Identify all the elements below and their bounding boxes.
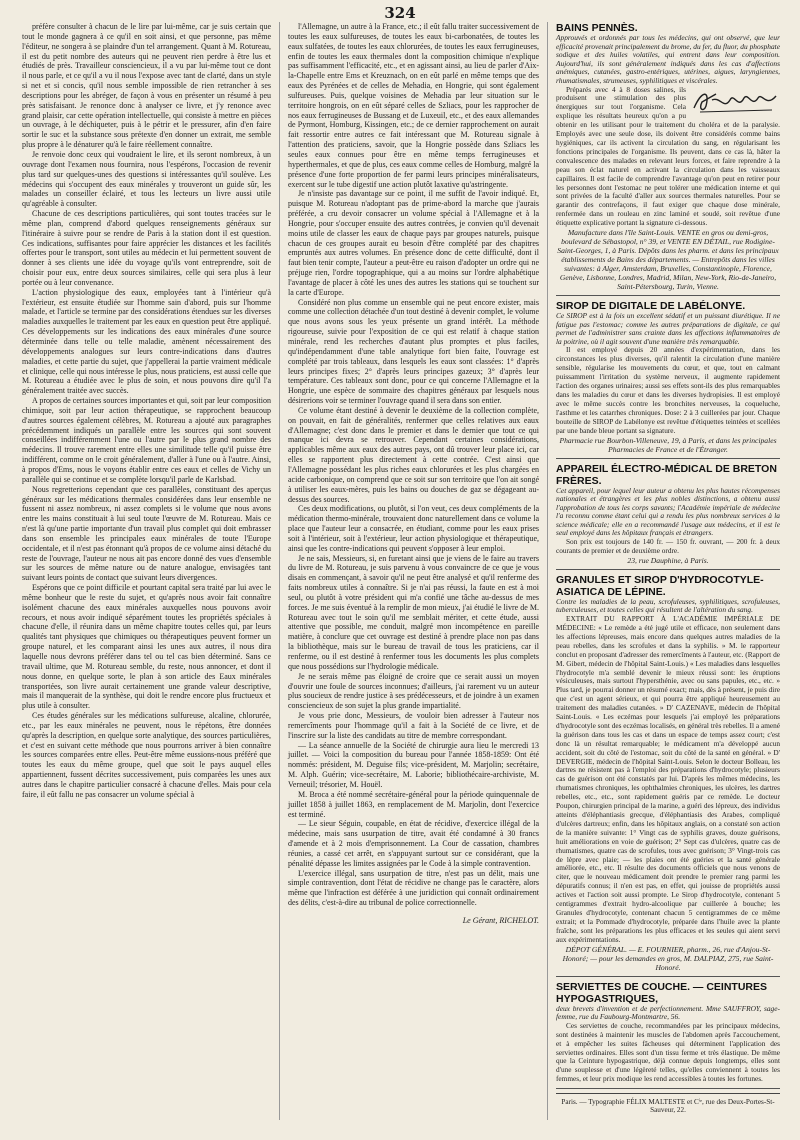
- ad-subtitle: Approuvés et ordonnés par tous les médecins, qui ont observé, que leur efficacité provenait principalement du brome, du fer, du fluor, du phosphate sodique et des huiles volatiles, qui entrent dans leur composition. Aujourd'hui, ils sont généralement indiqués dans les cas d'affections anémiques, cutanées, gastro-entériques, utérines, aigues, laryngiennes, rhumatismales, strumeuses, syphilitiques et viscérales.: [556, 33, 780, 85]
- columns: [22, 22, 782, 1120]
- column-1: [22, 22, 280, 1120]
- printer-imprint: Paris. — Typographie FÉLIX MALTESTE et Cⁱᵉ, rue des Deux-Portes-St-Sauveur, 22.: [556, 1093, 780, 1114]
- column-3-ads: [548, 22, 780, 1120]
- paragraph: l'Allemagne, un autre à la France, etc.; il eût fallu traiter successivement de toutes les eaux sulfureuses, de toutes les eaux bi-carbonatées, de toutes les eaux sulfatées, de toutes les eaux chlorurées, de toutes les eaux ferrugineuses, enfin de toutes les eaux thermales dont la composition chimique n'explique pas suffisamment l'efficacité, etc., et en agissant ainsi, au lieu de parler d'Aix-la-Chapelle entre Ems et Kreuznach, on en eût parlé en même temps que des eaux des Pyrénées et de celles de Mehadia, en Hongrie, qui sont également sulfureuses. Puis, quelque voisines de Mehadia par leur situation sur le territoire hongrois, on en eût séparé celles de Szliacs, pour les rapprocher de nos eaux ferrugineuses de Bussang et de Luxeuil, etc., et des eaux allemandes de Pyrmont, Homburg, Kissingen, etc.; de ce dernier rapprochement on aurait fait ressortir entre autres ce fait intéressant que M. Rotureau signale à l'attention des praticiens, savoir, que la Hongrie possède dans Szliacs les seules eaux connues pour être en même temps ferrugineuses et hyperthermales, et que de plus, ces eaux comme celles de Homburg, malgré la présence d'une forte proportion de fer parmi leurs principes minéralisateurs, exercent sur le tube digestif une action plutôt laxative qu'astringente.: [288, 22, 539, 189]
- ad-title: BAINS PENNÈS.: [556, 22, 638, 34]
- ad-title: APPAREIL ÉLECTRO-MÉDICAL DE BRETON FRÈRES.: [556, 462, 777, 487]
- paragraph: Ces deux modifications, ou plutôt, si l'on veut, ces deux compléments de la médication thermo-minérale, trouvaient donc naturellement dans ce volume la place que l'auteur leur a consacrée, en étudiant, comme pour les eaux prises soit à l'intérieur, soit à l'extérieur, leur action physiologique et thérapeutique, ainsi que les contre-indications qui peuvent s'opposer à leur emploi.: [288, 504, 539, 553]
- ad-body: EXTRAIT DU RAPPORT À L'ACADÉMIE IMPÉRIALE DE MÉDECINE: « Le remède a été jugé utile et efficace, non seulement dans les affections lépreuses, mais encore dans quelques autres maladies de la peau rebelles, dans les scrofules et dans la syphilis. » M. le rapporteur conclut en proposant d'adresser des remercîments à l'auteur, etc. (Rapport de M. Gibert, médecin de l'hôpital Saint-Louis.) « Les maladies dans lesquelles l'hydrocotyle m'a semblé devenir le mieux réussi sont: les éruptions vésiculeuses, mais surtout l'hypersthénie, avec ou sans papules, etc., etc. » Plus tard, je pourrai donner un résumé exact; mais, dès à présent, je puis dire que c'est un agent sérieux, et qui pourra être appliqué heureusement au traitement des maladies cutanées. » D' CAZENAVE, médecin de l'hôpital Saint-Louis. « Les eczémas pour lesquels j'ai employé les préparations d'hydrocotyle sont des eczémas localisés, en général très rebelles. Il a amené la guérison dans tous les cas et dans un espace de temps assez court; c'est donc là un résultat remarquable; le médicament m'a développé aucun accident, soit du côté de l'estomac, soit du côté de la santé en général. » D' DEVERGIE, médecin de l'hôpital Saint-Louis. Selon le docteur Bolleau, les dartres ne résistent pas à l'emploi des préparations d'hydrocotyle; plusieurs cas de guérison ont été constatés par lui. D'après les mêmes médecins, les rhumatismes chroniques, les ophthalmies chroniques, les ulcères, les dartres rebelles, etc., etc., sont rapidement guéris par ce remède. Le docteur Poupon, chirurgien principal de la marine, a guéri des lépreux, des individus atteints d'éléphantiasis grecque, d'éléphantiasis des Arabes, compliqué d'ulcères dartreux; enfin, dans les hôpitaux anglais, on a constaté son action de la manière suivante: 1° Vingt cas de syphilis graves, douze guérisons, huit améliorations en voie de guérison; 2° Sept cas d'ulcères, quatre cas de rhumatismes, quatre cas de scrofules, tous avec guérison; 3° Vingt-trois cas de lèpre avec plaie; — les plaies ont été guéries et la santé générale améliorée, etc., etc. Il résulte des documents officiels que nous venons de citer, que le nouveau médicament doit prendre le premier rang parmi les dépuratifs connus; il n'en est pas, en effet, qui jouisse de propriétés aussi actives et l'action soit aussi prompte. Le Sirop d'hydrocotyle, contenant 5 centigrammes d'extrait hydro-alcoolique par cuillerée à bouche; les Granules d'hydrocotyle, contenant chacun 5 centigrammes de ce même extrait; et la Pommade d'hydrocotyle, préparée dans l'huile avec la plante fraîche, sont les préparations les plus efficaces et les seules qui aient servi aux expérimentations.: [556, 614, 780, 944]
- ad-sirop-digitale: [556, 300, 780, 458]
- ad-subtitle: deux brevets d'invention et de perfectionnement. Mme SAUFFROY, sage-femme, rue du Faubourg-Montmartre, 56.: [556, 1003, 780, 1022]
- page-number: 324: [384, 4, 416, 22]
- paragraph: Ce volume étant destiné à devenir le deuxième de la collection complète, on pouvait, en fait de généralités, renfermer que celles relatives aux eaux d'Allemagne; c'est donc dans le premier et dans le dernier que tout ce qui manque ici devra se retrouver. Cependant certaines considérations, applicables même aux eaux des autres pays, ont dû trouver leur place ici, car elles se rapportent plus directement à cette contrée. C'est ainsi que l'Allemagne possédant les plus riches eaux chlorurées et les plus chargées en acide carbonique, on comprend que ce soit sur son territoire que l'on ait songé à utiliser les eaux-mères, puis les bains ou douches de gaz se dégageant au-dessus des sources.: [288, 405, 539, 504]
- paragraph: Ces études générales sur les médications sulfureuse, alcaline, chlorurée, etc., par les eaux minérales ne peuvent, nous le répétons, être données qu'après la description, en quelque sorte analytique, des sources particulières, et c'est en suivant cette méthode que nous pourrons arriver à bien connaître les sources comparées entre elles. Peut-être même eussions-nous préféré que toutes les eaux du même groupe, quel que soit le pays auquel elles appartiennent, fussent décrites successivement, puis comparées les unes aux autres dans le chapitre particulier consacré à chacune d'elles. Mais pour cela faire, il eût fallu ne pas consacrer un volume spécial à: [22, 711, 271, 799]
- ad-serviettes-couche: [556, 981, 780, 1090]
- paragraph: Je ne serais même pas éloigné de croire que ce serait aussi un moyen d'ouvrir une foule de sources inconnues; d'ailleurs, j'ai rarement vu un auteur plus soucieux de rendre justice à ses prédécesseurs, et de joindre à un examen consciencieux de son sujet la plus grande impartialité.: [288, 671, 539, 711]
- paragraph: M. Broca a été nommé secrétaire-général pour la période quinquennale de juillet 1858 à juillet 1863, en remplacement de M. Marjolin, dont l'exercice est terminé.: [288, 789, 539, 819]
- ad-title: SIROP DE DIGITALE DE LABÉLONYE.: [556, 300, 746, 313]
- ad-address: DÉPOT GÉNÉRAL. — E. FOURNIER, pharm., 26, rue d'Anjou-St-Honoré; — pour les demandes en gros, M. DALPIAZ, 275, rue Saint-Honoré.: [562, 944, 774, 972]
- paragraph: Je vous prie donc, Messieurs, de vouloir bien adresser à l'auteur nos remercîments pour l'hommage qu'il a fait à la Société de ce livre, et de l'inscrire sur la liste des candidats au titre de membre correspondant.: [288, 711, 539, 740]
- ad-title: GRANULES ET SIROP D'HYDROCOTYLE-ASIATICA DE LÉPINE.: [556, 573, 764, 598]
- ad-address: Pharmacie rue Bourbon-Villeneuve, 19, à Paris, et dans les principales Pharmacies de France et de l'Étranger.: [559, 435, 777, 454]
- handwritten-signature-icon: [690, 86, 780, 116]
- ad-granules-hydrocotyle: [556, 574, 780, 977]
- ad-address: 23, rue Dauphine, à Paris.: [627, 555, 709, 565]
- ad-body: Préparés avec 4 à 8 doses salines, ils produisent une stimulation des plus énergiques sur tout l'organisme. Cela explique les résultats heureux qu'on a pu obtenir en les utilisant pour le traitement du choléra et de la paralysie. Employés avec une seule dose, ils doivent être considérés comme bains hygiéniques, car ils activent la circulation du sang, en régularisant les fonctions principales de l'organisme. Ils peuvent, dans ce cas là, hâter la convalescence des malades en relevant leurs forces, et faire reprendre à la peau son éclat naturel en activant la circulation dans les vaisseaux capillaires. Il est facile de comprendre l'avantage qu'on peut en retirer pour les personnes dont l'estomac ne peut tolérer une médication interne et qui sont privées de la faculté d'aller aux sources thermales naturelles. Pour se garantir des contrefaçons, il faut exiger que chaque dose minérale, renfermée dans un rouleau en zinc laminé et soudé, soit revêtue d'une étiquette explicative portant la signature ci-dessous.: [556, 84, 780, 228]
- paragraph: L'exercice illégal, sans usurpation de titre, n'est pas un délit, mais une simple contravention, dont l'état de récidive ne change pas le caractère, alors même que l'infraction est déférée à une juridiction qui connaît ordinairement des délits, c'est-à-dire au tribunal de police correctionnelle.: [288, 868, 539, 908]
- paragraph: — La séance annuelle de la Société de chirurgie aura lieu le mercredi 13 juillet. — Voici la composition du bureau pour l'année 1858-1859: Ont été nommés: président, M. Deguise fils; vice-président, M. Marjolin; secrétaire, M. Alph. Guérin; vice-secrétaire, M. Laborie; bibliothécaire-archiviste, M. Verneuil; trésorier, M. Houël.: [288, 740, 539, 789]
- paragraph: Je renvoie donc ceux qui voudraient le lire, et ils seront nombreux, à un ouvrage dont l'examen nous fournira, nous l'espérons, l'occasion de revenir plus tard sur quelques-unes des questions si intéressantes qu'il soulève. Les médecins qui s'occupent des eaux minérales y trouveront un guide sûr, les malades un conseiller éclairé, et tous les lecteurs un livre aussi utile qu'agréable à consulter.: [22, 149, 271, 209]
- paragraph: — Le sieur Séguin, coupable, en état de récidive, d'exercice illégal de la médecine, mais sans usurpation de titre, avait été condamné à 30 francs d'amende et à 2 mois d'emprisonnement. La Cour de cassation, chambres réunies, a cassé cet arrêt, en s'appuyant surtout sur ce considérant, que la pénalité dépasse les limites assignées par le Code à la simple contravention.: [288, 819, 539, 868]
- paragraph: A propos de certaines sources importantes et qui, soit par leur composition chimique, soit par leur action thérapeutique, se rapprochent beaucoup d'autres sources également célèbres, M. Rotureau a ajouté aux paragraphes précédemment indiqués un parallèle entre les sources qui sont souvent conseillées indifféremment l'une ou l'autre par le plus grand nombre des médecins. Il trouve rarement entre elles une similitude telle qu'il puisse être indifférent, comme on le croit généralement, d'aller à l'une ou à l'autre. Ainsi, à propos d'Ems, nous le voyons établir entre ces eaux et celles de Vichy un parallèle qui se continue et se complète lorsqu'il parle de Karlsbad.: [22, 396, 271, 484]
- ad-subtitle: Cet appareil, pour lequel leur auteur a obtenu les plus hautes récompenses nationales et étrangères et les plus nobles distinctions, a obtenu aussi l'approbation de tous les corps savants; l'Académie impériale de médecine l'a reconnu comme étant celui qui a rendu les plus nombreux services à la science médicale; elle en a recommandé l'usage aux médecins, et il est le seul employé dans les hôpitaux français et étrangers.: [556, 485, 780, 538]
- ad-subtitle: Contre les maladies de la peau, scrofuleuses, syphilitiques, scrofuleuses, tuberculeuses, et toutes celles qui résultent de l'altération du sang.: [556, 596, 780, 615]
- ad-body: Son prix est toujours de 140 fr. — 150 fr. ouvrant, — 200 fr. à deux courants de premier et de deuxième ordre.: [556, 537, 780, 555]
- paragraph: Je ne sais, Messieurs, si, en furetant ainsi que je viens de le faire au travers du livre de M. Rotureau, je suis parvenu à vous convaincre de ce que je vous disais en commençant, à savoir qu'il ne peut être analysé et qu'il renferme des faits nombreux utiles à connaître. Si je n'ai pas réussi, la faute en est à moi seul, ou plutôt à votre président qui m'a confié une tâche au-dessus de mes forces. Je me suis éventué à la remplir de mon mieux, j'ai étudié le livre de M. Rotureau avec tout le soin qu'il me semblait mériter, et cette étude, aussi attentive que possible, me conduit, malgré mon incompétence en pareille matière, à conclure que cet ouvrage est destiné à prendre place non pas dans la bibliothèque, mais sur le bureau de travail de tous les praticiens, car il renferme, ou il est destiné à renfermer tous les documents les plus complets que nous possédions sur l'hydrologie médicale.: [288, 553, 539, 671]
- paragraph: Chacune de ces descriptions particulières, qui sont toutes tracées sur le même plan, comprend d'abord quelques renseignements généraux sur l'itinéraire à suivre pour se rendre de Paris à la station dont il est question. Ces indications, suffisantes pour faire apprécier les distances et les facilités offertes pour le transport, sont utiles au médecin et lui permettent souvent de donner à ses clients une idée du voyage qu'ils vont entreprendre, soit de choisir pour eux, entre deux sources similaires, celle qui sera plus à leur portée ou à leur convenance.: [22, 209, 271, 287]
- ad-body: Ces serviettes de couche, recommandées par les principaux médecins, sont destinées à maintenir les muscles de l'abdomen après l'accouchement, et à empêcher les suites fâcheuses qui déterminent l'application des serviettes ordinaires. Elles sont d'un tissu ferme et très élastique. De même que la Ceinture hypogastrique, déjà connue depuis longtemps, elles sont d'une souplesse et d'une légèreté telles, qu'elles conviennent à toutes les femmes, et leur prix modique les rend accessibles à toutes les fortunes.: [556, 1020, 780, 1084]
- ad-bains-pennes: [556, 22, 780, 296]
- paragraph: Considéré non plus comme un ensemble qui ne peut encore exister, mais comme une collection détachée d'un tout destiné à devenir complet, le volume que nous avons sous les yeux présente un grand intérêt. La méthode rigoureuse, suivie pour l'exposition de ce qui est relatif à chaque station minérale, rend les recherches d'autant plus promptes et plus faciles, qu'indépendamment d'une table analytique fort bien faite, l'ouvrage est complété par trois tableaux, dans lesquels les eaux sont classées: 1° d'après leurs principes fixes; 2° d'après leurs principes gazeux; 3° d'après leur température. Ces tableaux sont donc, pour ce qui concerne l'Allemagne et la Hongrie, une espèce de sommaire des chapitres généraux par lesquels nous désirerions voir se terminer l'ouvrage quand il sera dans son entier.: [288, 297, 539, 406]
- paragraph: Espérons que ce point difficile et pourtant capital sera traité par lui avec le même bonheur que le reste du sujet, et qu'après nous avoir fait connaître isolément chacune des eaux minérales auxquelles nous pouvons avoir recours, et nous avoir indiqué séparément toutes les propriétés spéciales à chacune d'elle, il réunira dans un même chapitre toutes celles qui, par leurs qualités tant physiques que chimiques ou thérapeutiques peuvent former un groupe naturel, et les comparant ainsi les unes aux autres, il nous dira laquelle nous devrons préférer dans tel ou tel cas bien déterminé. Sans ce travail ultime, que M. Rotureau semble, du reste, nous annoncer, et dont il nous donne, en quelque sorte, le plan à son article des Eaux minérales transportées, son livre aurait certainement une grande valeur descriptive, mais il manquerait de la synthèse, qui doit le rendre encore plus fructueux et plus utile à consulter.: [22, 583, 271, 711]
- manager-signature: Le Gérant, RICHELOT.: [462, 915, 539, 925]
- paragraph: Nous regretterions cependant que ces parallèles, constituant des aperçus généraux sur les médications thermales considérées dans leur ensemble ne fussent ni assez nombreux, ni assez complets si le volume que nous avons entre les mains constituait à lui seul toute l'œuvre de M. Rotureau. Mais ce n'est là qu'une partie importante d'un travail plus complet qui doit embrasser dans son ensemble les principales eaux minérales de toute l'Europe occidentale, et il n'est pas étonnant qu'à propos de ce volume ainsi détaché du reste de l'ouvrage, l'auteur ne nous ait pas encore donné des vues d'ensemble sur les sources de même nature ou de nature analogue, envisagées tant suivant leurs points de contact que suivant leurs divergences.: [22, 484, 271, 583]
- column-2: [280, 22, 548, 1120]
- ad-appareil-electro-medical: [556, 463, 780, 570]
- ad-address: Manufacture dans l'île Saint-Louis. VENTE en gros ou demi-gros, boulevard de Sébastopol, n° 39, et VENTE EN DÉTAIL, rue Rodigine-Saint-Georges, 1, à Paris. Dépôts dans les pharm. et dans les principaux établissements de Bains des départements. — Entrepôts dans les villes suivantes: à Alger, Amsterdam, Bruxelles, Constantinople, Florence, Genève, Lisbonne, Londres, Madrid, Milan, New-York, Rio-de-Janeiro, Saint-Pétersbourg, Turin, Vienne.: [557, 228, 779, 292]
- ad-title: SERVIETTES DE COUCHE. — CEINTURES HYPOGASTRIQUES,: [556, 980, 768, 1005]
- paragraph: Je n'insiste pas davantage sur ce point, il me suffit de l'avoir indiqué. Et, puisque M. Rotureau n'adoptant pas de prime-abord la marche que j'aurais préférée, a cru devoir consacrer un volume spécial à l'Allemagne et à la Hongrie, pour s'occuper ensuite des autres contrées, je convien qu'il devenait moins utile de classer les eaux de chaque pays par groupes naturels, puisque chacun de ces groupes aurait eu besoin d'être complété par des chapitres empruntés aux autres volumes. En présence donc de cette difficulté, dont il faut bien tenir compte, l'auteur a peut-être eu raison d'adopter un ordre qui ne préjuge rien, l'ordre topographique, qui a au moins sur l'ordre alphabétique l'avantage de placer à côté les unes des autres les stations qui se touchent sur la carte d'Europe.: [288, 189, 539, 297]
- ad-body: Il est employé depuis 20 années d'expérimentation, dans les circonstances les plus diverses, qu'il ralentit la circulation d'une manière sensible, régularise les mouvements du cœur, et que, tout en calmant puissamment l'irritation du système nerveux, il augmente rapidement l'action des organes urinaires; aussi ses effets sont-ils des plus remarquables dans les maladies du cœur et dans les diverses hydropisies. Il est employé avec le même succès contre les bronchites nerveuses, la coqueluche, l'asthme et les catarrhes chroniques. Dose: 2 à 3 cuillerées par jour. Chaque bouteille de SIROP de Labélonye est revêtue d'étiquettes teintées et scellées par une bande bleue portant sa signature.: [556, 345, 780, 435]
- ad-subtitle: Ce SIROP est à la fois un excellent sédatif et un puissant diurétique. Il ne fatigue pas l'estomac; comme les autres préparations de digitale, ce qui permet de l'administrer sans crainte dans les affections inflammatoires de la poitrine, où il agit souvent d'une manière très remarquable.: [556, 311, 780, 346]
- paragraph: préfère consulter à chacun de le lire par lui-même, car je suis certain que tout le monde gagnera à ce qu'il en soit ainsi, et que personne, pas même l'éditeur, ne songera à se plaindre d'un tel arrangement. Quant à M. Rotureau, il est du petit nombre des auteurs qui ne peuvent rien perdre à être lus et étudiés de près. Travailleur consciencieux, il a vu par lui-même tout ce dont il nous parle, et ce qu'il a vu il nous l'expose avec tant de clarté, dans un style si net et si concis, qu'il nous semble impossible de rien retrancher à ses descriptions pour les abréger, de façon à vous en présenter un résumé à peu près satisfaisant. Je renonce donc à analyser ce livre, et j'y renonce avec grand plaisir, car cette opération intellectuelle, qui consiste à mettre en pièces un ouvrage, à le déchiqueter, puis à le pétrir et le pressurer, afin d'en faire sortir le suc et la substance sous prétexte d'en donner un extrait, me semble plus propre à le dénaturer qu'à le faire réellement connaître.: [22, 22, 271, 150]
- paragraph: L'action physiologique des eaux, employées tant à l'intérieur qu'à l'extérieur, est ensuite étudiée sur l'homme sain d'abord, puis sur l'homme malade, et l'article se termine par des considérations étendues sur les diverses maladies auxquelles le traitement par les eaux en question peut être appliqué. Ces développements sur les indications des eaux minérales d'une source déterminée dans telle ou telle maladie, amènent nécessairement des développements analogues sur leurs contre-indications dans d'autres maladies, et cette partie du sujet, que j'appellerai la partie vraiment médicale et clinique, celle qui nous intéresse le plus, nous praticiens, est aussi celle que M. Rotureau a étudiée avec le plus de soin, et nous pouvons dire qu'il l'a généralement traitée avec succès.: [22, 287, 271, 396]
